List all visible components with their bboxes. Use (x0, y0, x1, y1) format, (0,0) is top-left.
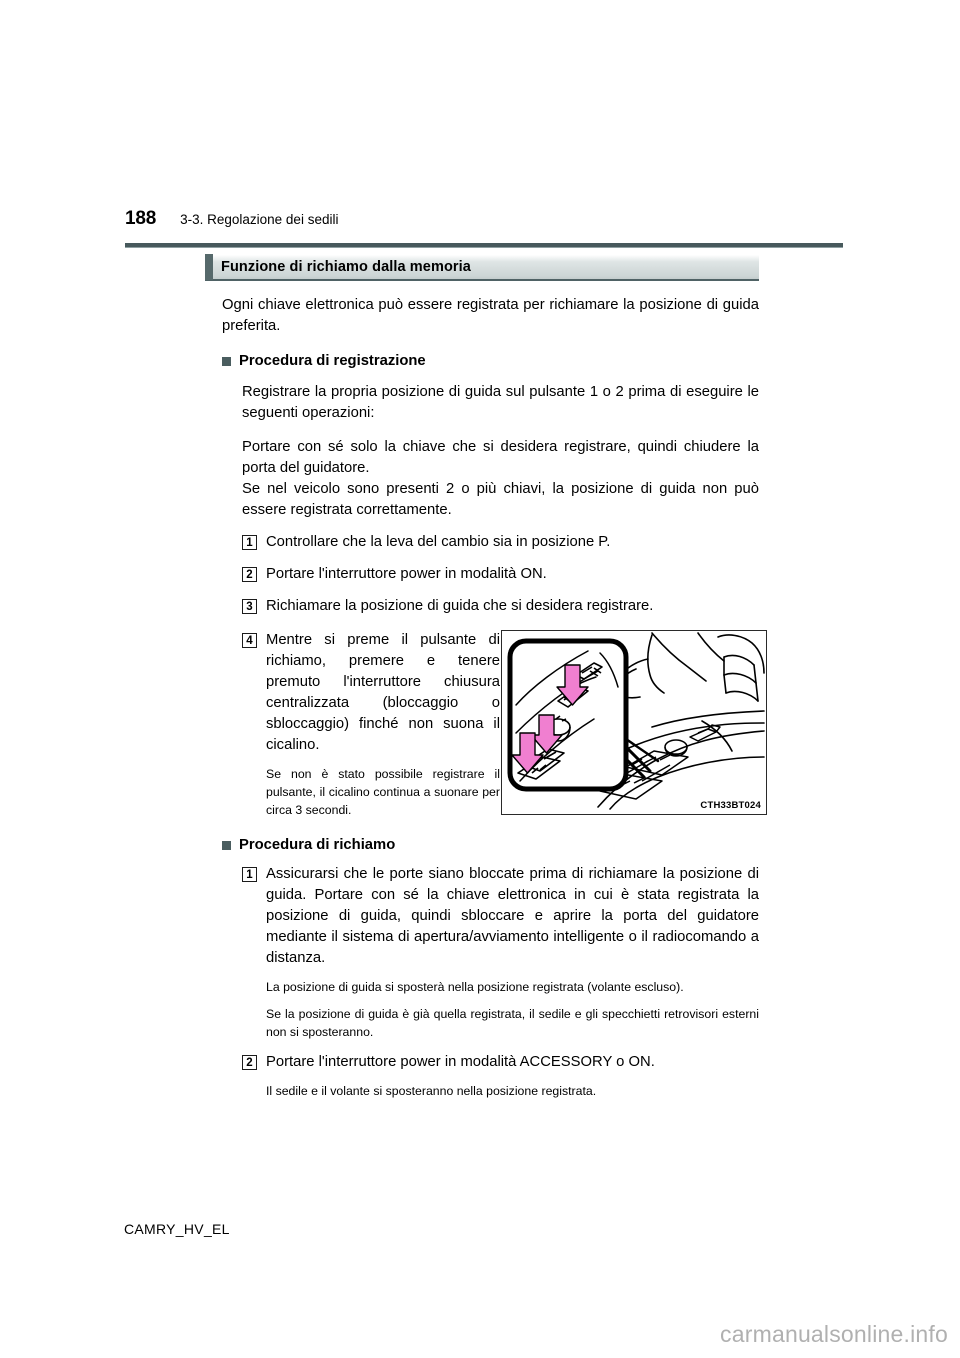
step-number-badge: 4 (242, 633, 257, 648)
header-rule (125, 243, 843, 248)
recall-step-1 (242, 864, 759, 969)
square-bullet-icon (222, 357, 231, 366)
recall-note-3: Il sedile e il volante si sposteranno nella posizione registrata. (266, 1084, 597, 1098)
step-4-note: Se non è stato possibile registrare il pulsante, il cicalino continua a suonare per circa 3 secondi. (266, 767, 500, 817)
illustration-svg (502, 631, 766, 814)
watermark: carmanualsonline.info (720, 1321, 948, 1347)
step-text: Portare l'interruttore power in modalità ACCESSORY o ON. (266, 1054, 655, 1070)
step-text: Assicurarsi che le porte siano bloccate prima di richiamare la posizione di guida. Portare con sé la chiave elettronica in cui è stata registrata la posizione di guida, quindi sbloccare e aprire la porta del guidatore mediante il sistema di apertura/avviamento intelligente o il radiocomando a distanza. (266, 866, 759, 966)
step-4-text-block (242, 630, 500, 819)
step-number-badge: 3 (242, 599, 257, 614)
manual-code: CAMRY_HV_EL (124, 1221, 230, 1237)
page-number: 188 (125, 208, 157, 229)
running-head-section: 3-3. Regolazione dei sedili (180, 212, 339, 227)
step-text: Richiamare la posizione di guida che si desidera registrare. (266, 598, 654, 614)
section-accent-bar (205, 254, 213, 280)
step-number-badge: 2 (242, 567, 257, 582)
registration-paragraph-3: Se nel veicolo sono presenti 2 o più chiavi, la posizione di guida non può essere registrata correttamente. (242, 481, 759, 518)
subheading-registration-label: Procedura di registrazione (239, 353, 426, 369)
step-text: Portare l'interruttore power in modalità ON. (266, 566, 547, 582)
registration-step-4 (242, 630, 500, 756)
subheading-registration (222, 353, 759, 369)
recall-note-1: La posizione di guida si sposterà nella posizione registrata (volante escluso). (266, 980, 684, 994)
section-title: Funzione di richiamo dalla memoria (221, 259, 471, 275)
step-number-badge: 1 (242, 535, 257, 550)
recall-step-2 (242, 1052, 759, 1073)
running-head (125, 208, 845, 234)
section-intro: Ogni chiave elettronica può essere registrata per richiamare la posizione di guida preferita. (222, 297, 759, 334)
registration-step-1 (242, 532, 759, 553)
recall-note-2: Se la posizione di guida è già quella registrata, il sedile e gli specchietti retrovisori esterni non si sposteranno. (266, 1007, 759, 1039)
section-header (205, 255, 759, 281)
door-lock-switch-illustration (501, 630, 767, 815)
step-number-badge: 1 (242, 867, 257, 882)
registration-paragraph-1: Registrare la propria posizione di guida sul pulsante 1 o 2 prima di eseguire le seguenti operazioni: (242, 384, 759, 421)
content-column (222, 255, 759, 1100)
subheading-recall-label: Procedura di richiamo (239, 837, 396, 853)
registration-paragraph-2: Portare con sé solo la chiave che si desidera registrare, quindi chiudere la porta del guidatore. (242, 439, 759, 476)
step-text: Mentre si preme il pulsante di richiamo, premere e tenere premuto l'interruttore chiusura centralizzata (bloccaggio o sbloccaggio) finché non suona il cicalino. (266, 632, 500, 753)
square-bullet-icon (222, 841, 231, 850)
step-number-badge: 2 (242, 1055, 257, 1070)
registration-body (242, 382, 759, 819)
registration-step-2 (242, 564, 759, 585)
registration-step-4-row (242, 630, 759, 819)
subheading-recall (222, 837, 759, 853)
step-text: Controllare che la leva del cambio sia in posizione P. (266, 534, 611, 550)
recall-body (242, 864, 759, 1100)
registration-step-3 (242, 596, 759, 617)
figure-code: CTH33BT024 (700, 800, 761, 811)
